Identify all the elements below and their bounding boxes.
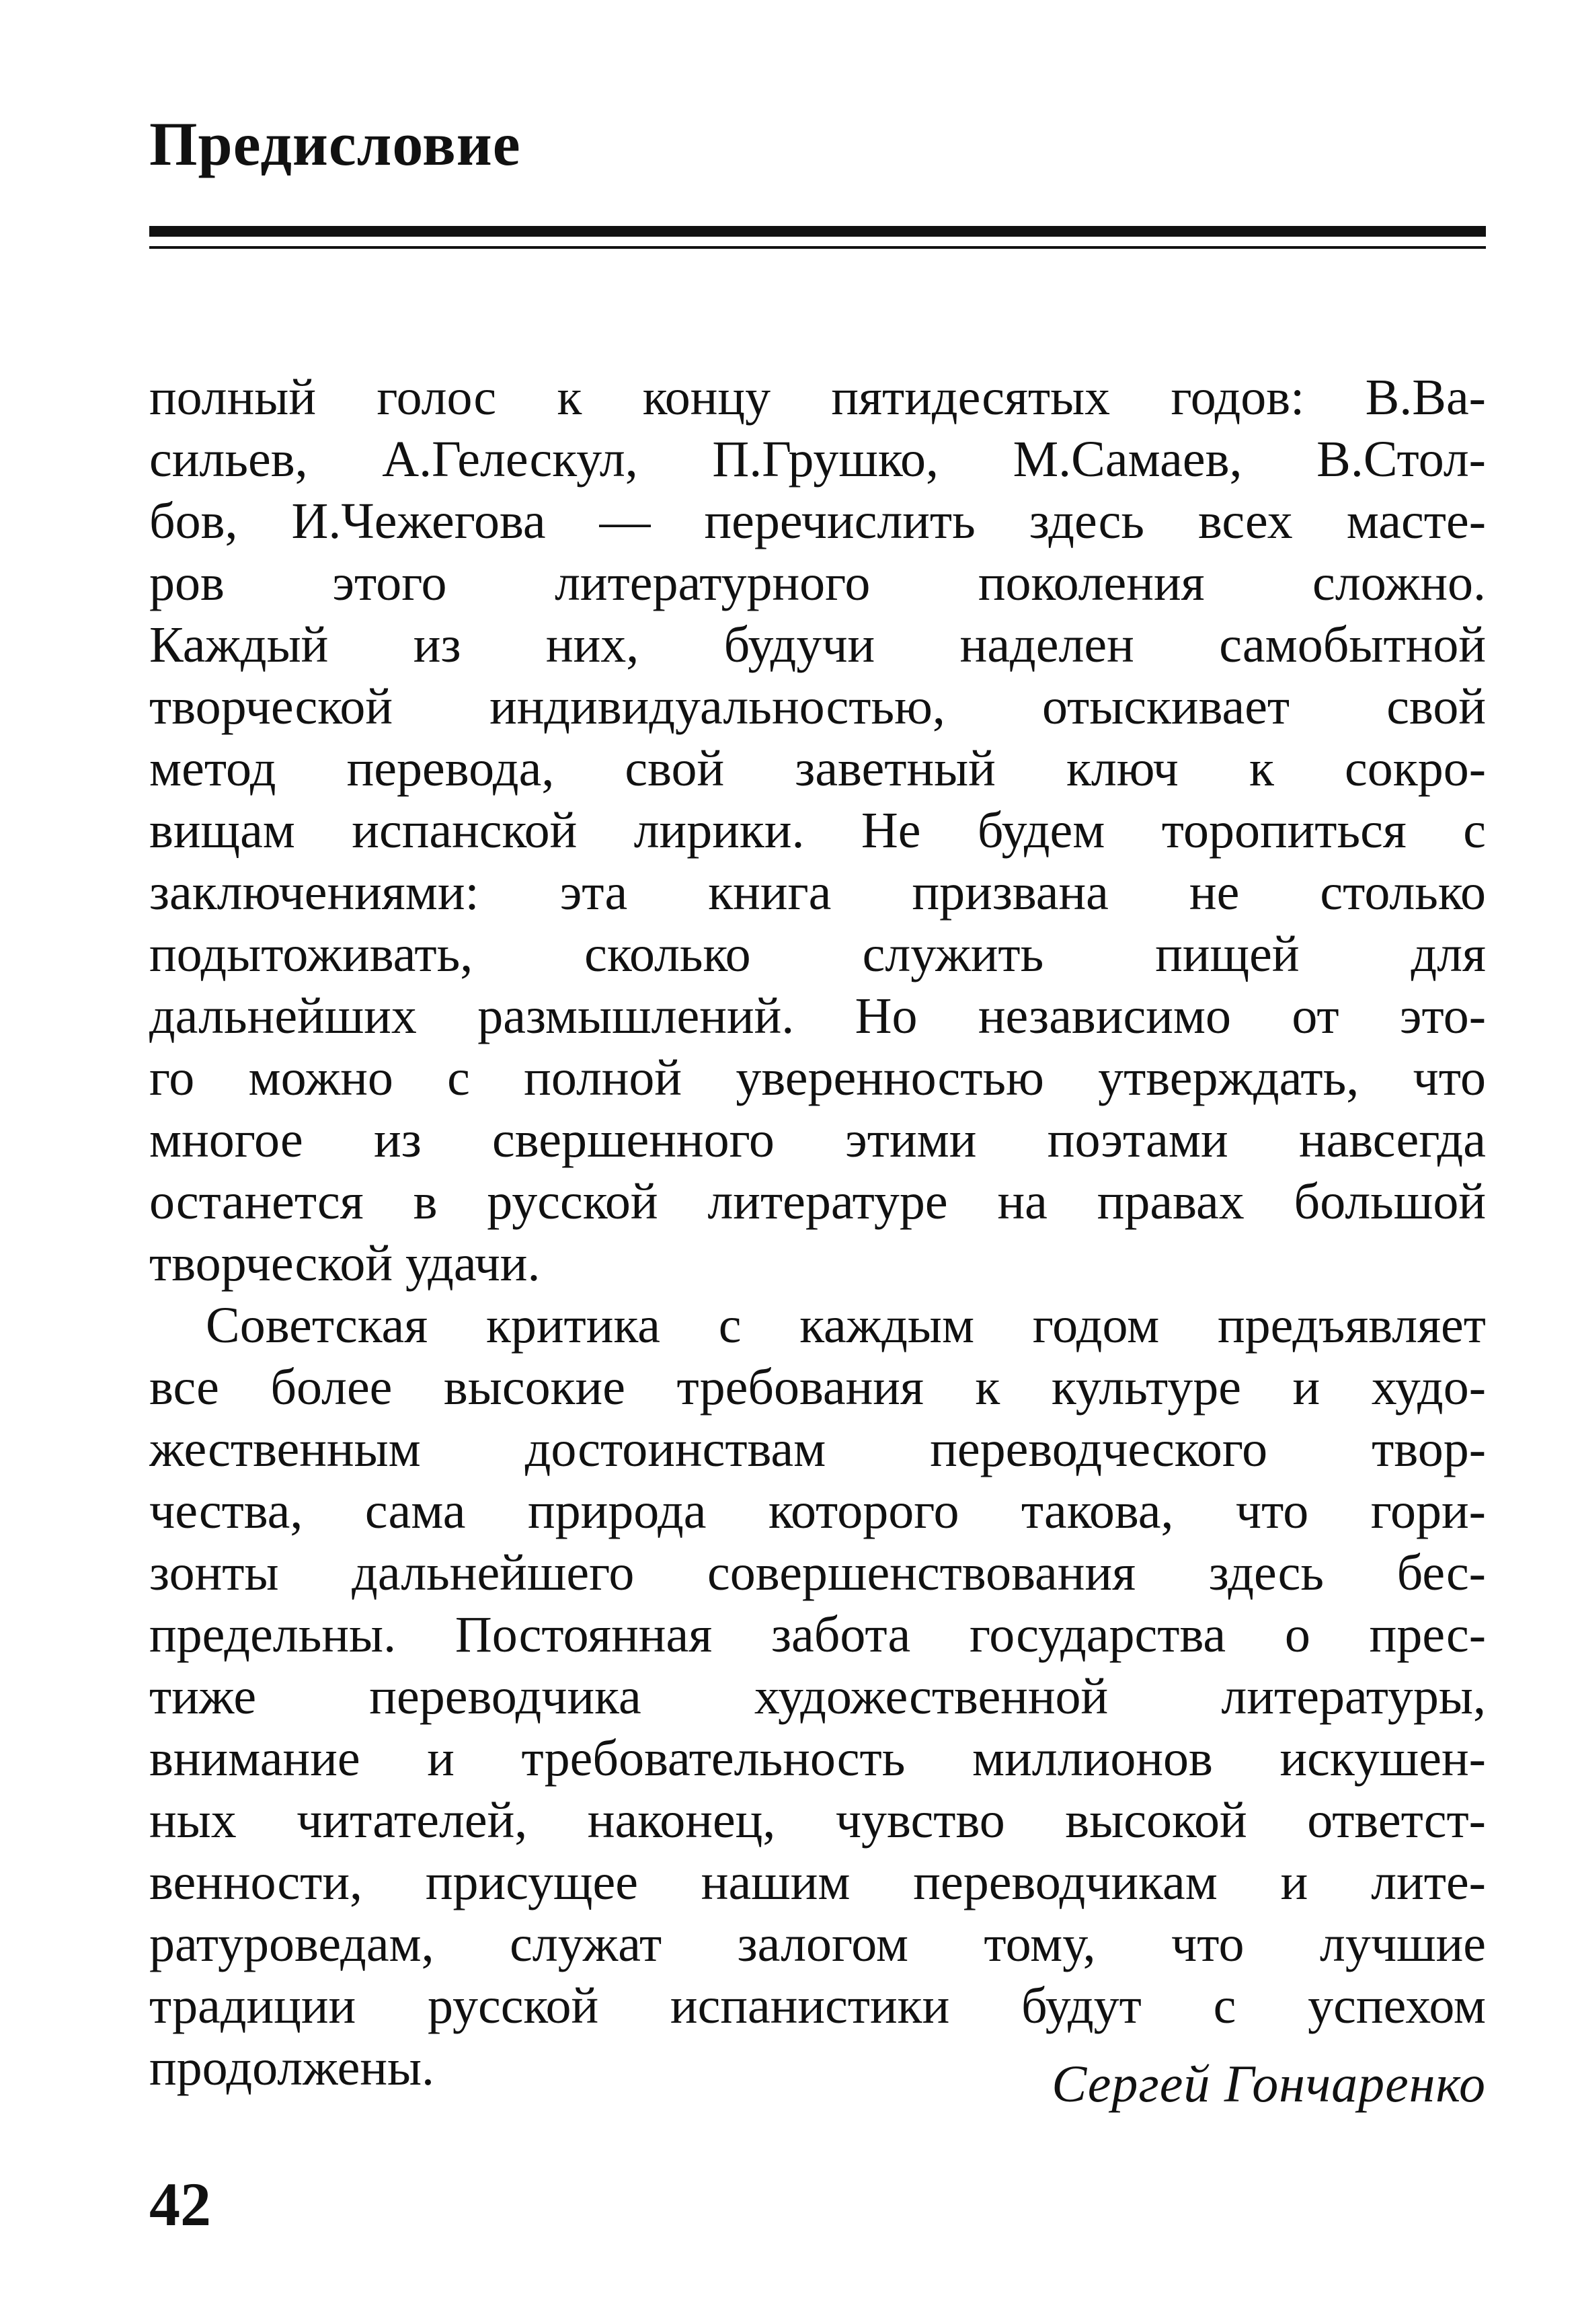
text-line: ратуроведам, служат залогом тому, что лучшие [149, 1916, 1486, 1972]
body-text [149, 366, 1486, 2099]
text-line: творческой индивидуальностью, отыскивает свой [149, 679, 1486, 735]
header-rule-thick [149, 226, 1486, 237]
author-signature: Сергей Гончаренко [1052, 2054, 1486, 2113]
text-line: подытоживать, сколько служить пищей для [149, 926, 1486, 982]
text-line: предельны. Постоянная забота государства о прес- [149, 1606, 1486, 1663]
text-line: метод перевода, свой заветный ключ к сокро- [149, 740, 1486, 797]
text-line: Советская критика с каждым годом предъявляет [206, 1297, 1486, 1354]
text-line: жественным достоинствам переводческого твор- [149, 1421, 1486, 1477]
text-line: продолжены. [149, 2040, 435, 2096]
text-line: внимание и требовательность миллионов искушен- [149, 1730, 1486, 1787]
text-line: творческой удачи. [149, 1235, 541, 1292]
text-line: полный голос к концу пятидесятых годов: В.Ва- [149, 369, 1486, 426]
header-rule-thin [149, 246, 1486, 249]
text-line: ров этого литературного поколения сложно. [149, 555, 1486, 611]
text-line: бов, И.Чежегова — перечислить здесь всех масте- [149, 493, 1486, 549]
text-line: многое из свершенного этими поэтами навсегда [149, 1112, 1486, 1168]
text-line: венности, присущее нашим переводчикам и лите- [149, 1854, 1486, 1910]
page-number: 42 [149, 2170, 211, 2239]
text-line: вищам испанской лирики. Не будем торопиться с [149, 802, 1486, 859]
text-line: чества, сама природа которого такова, что гори- [149, 1483, 1486, 1539]
text-line: сильев, А.Гелескул, П.Грушко, М.Самаев, В.Стол- [149, 431, 1486, 488]
text-line: все более высокие требования к культуре и худо- [149, 1359, 1486, 1416]
text-line: дальнейших размышлений. Но независимо от это- [149, 988, 1486, 1044]
text-line: останется в русской литературе на правах большой [149, 1173, 1486, 1230]
text-line: тиже переводчика художественной литературы, [149, 1668, 1486, 1725]
running-head-title: Предисловие [149, 110, 521, 178]
text-line: зонты дальнейшего совершенствования здесь бес- [149, 1545, 1486, 1601]
text-line: ных читателей, наконец, чувство высокой ответст- [149, 1792, 1486, 1849]
text-line: традиции русской испанистики будут с успехом [149, 1978, 1486, 2034]
text-line: заключениями: эта книга призвана не столько [149, 864, 1486, 921]
text-line: Каждый из них, будучи наделен самобытной [149, 617, 1486, 673]
text-line: го можно с полной уверенностью утверждать, что [149, 1050, 1486, 1106]
